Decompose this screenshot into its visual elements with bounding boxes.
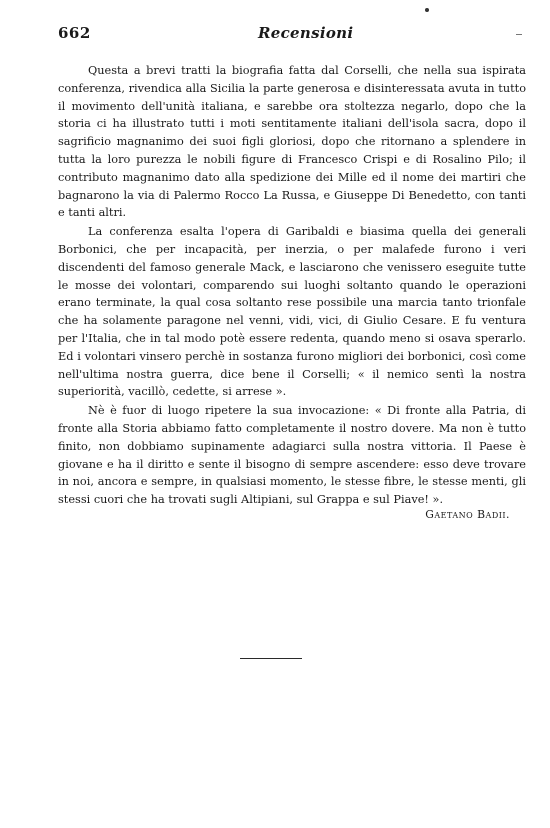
page-header	[58, 24, 522, 46]
author-signature: Gaetano Badii.	[425, 508, 510, 521]
paragraph-conference: La conferenza esalta l'opera di Garibaldi e biasima quella dei generali Borbonici, che per incapacità, per inerzia, o per malafede furono i veri discendenti del famoso generale Mack, e lasciarono che venissero eseguite tutte le mosse dei volontari, comparendo sui luoghi soltanto quando le operazioni erano terminate, la qual cosa soltanto rese possibile una marcia tanto trionfale che ha solamente paragone nel venni, vidi, vici, di Giulio Cesare. E fu ventura per l'Italia, che in tal modo potè essere redenta, quando meno si osava sperarlo. Ed i volontari vinsero perchè in sostanza furono migliori dei borbonici, così come nell'ultima nostra guerra, dice bene il Corselli; « il nemico sentì la nostra superiorità, vacillò, cedette, si arrese ».	[58, 225, 526, 399]
section-divider	[240, 658, 302, 659]
paragraph-biography: Questa a brevi tratti la biografia fatta dal Corselli, che nella sua ispirata conferenza, rivendica alla Sicilia la parte generosa e disinteressata avuta in tutto il movimento dell'unità italiana, e sarebbe ora stoltezza negarlo, dopo che la storia ci ha illustrato tutti i moti sentitamente italiani dell'isola sacra, dopo il sagrificio magnanimo dei suoi figli gloriosi, dopo che ritornano a splendere in tutta la loro purezza le nobili figure di Francesco Crispi e di Rosalino Pilo; il contributo magnanimo dato alla spedizione dei Mille ed il nome dei martiri che bagnarono la via di Palermo Rocco La Russa, e Giuseppe Di Benedetto, con tanti e tanti altri.	[58, 64, 526, 220]
running-head: Recensioni	[258, 24, 354, 42]
review-body	[58, 62, 526, 509]
print-speck	[425, 8, 429, 12]
paragraph-invocation: Nè è fuor di luogo ripetere la sua invocazione: « Di fronte alla Patria, di fronte alla Storia abbiamo fatto completamente il nostro dovere. Ma non è tutto finito, non dobbiamo supinamente adagiarci sulla nostra vittoria. Il Paese è giovane e ha il diritto e sente il bisogno di sempre ascendere: esso deve trovare in noi, ancora e sempre, in qualsiasi momento, le stesse fibre, le stesse menti, gli stessi cuori che ha trovati sugli Altipiani, sul Grappa e sul Piave! ».	[58, 404, 526, 507]
page-number: 662	[58, 24, 91, 42]
header-mark	[516, 34, 522, 35]
